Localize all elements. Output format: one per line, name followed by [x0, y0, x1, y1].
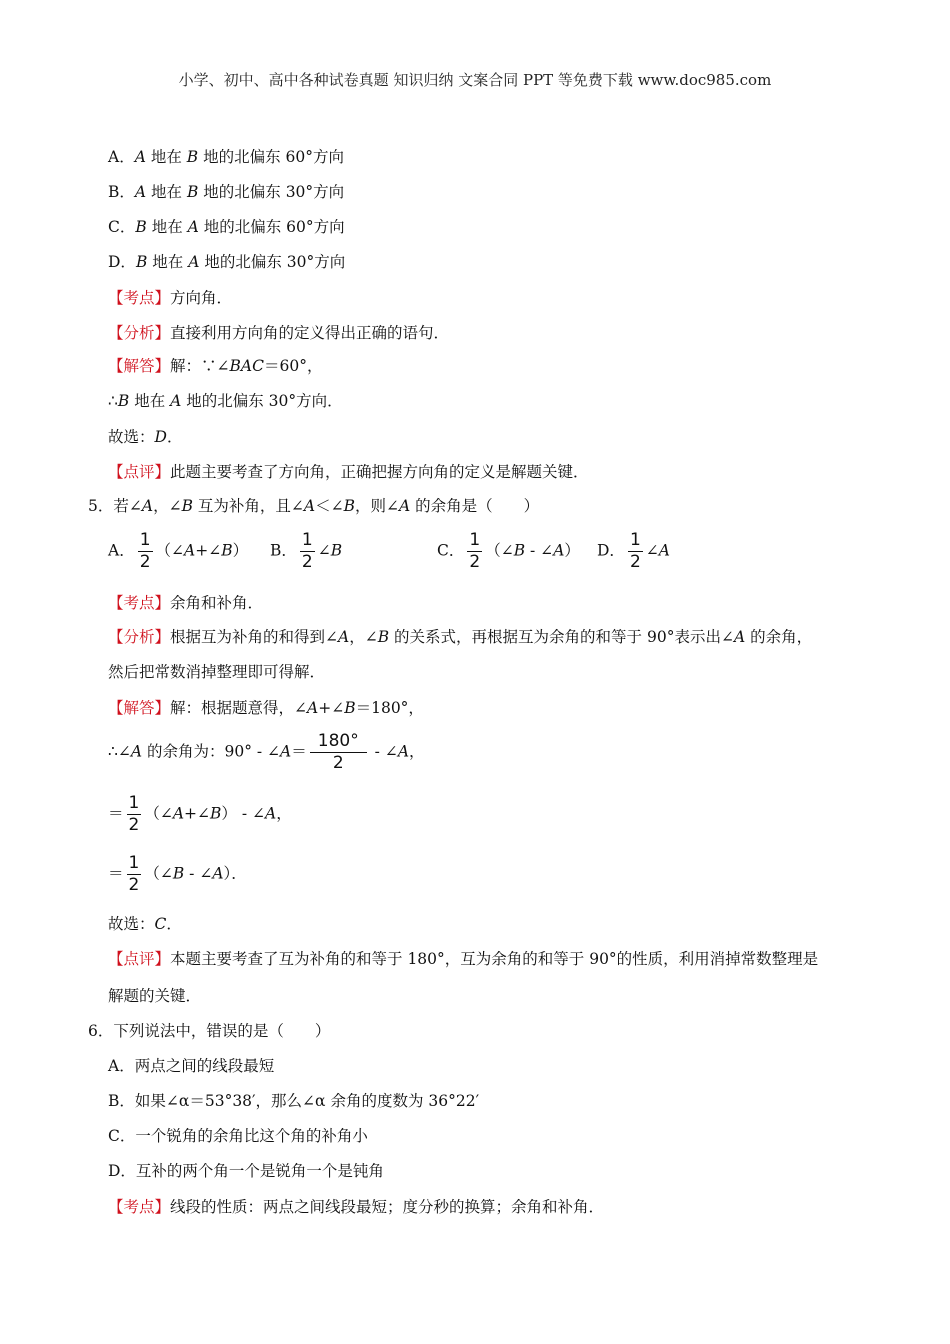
q4-option-c: C．B 地在 A 地的北偏东 60°方向	[108, 218, 345, 236]
fraction-half: $\frac{1}{2}$	[128, 793, 140, 835]
fenxi-tag: 【分析】	[108, 628, 171, 646]
q5-fenxi: 【分析】根据互为补角的和得到∠A，∠B 的关系式，再根据互为余角的和等于 90°表示出∠A 的余角，	[108, 628, 813, 646]
fenxi-tag: 【分析】	[108, 324, 171, 342]
fraction-half: $\frac{1}{2}$	[301, 530, 313, 572]
q6-kaodian: 【考点】线段的性质：两点之间线段最短；度分秒的换算；余角和补角．	[108, 1198, 605, 1216]
jieda-tag: 【解答】	[108, 357, 171, 375]
fraction-half: $\frac{1}{2}$	[629, 530, 641, 572]
q4-option-b: B．A 地在 B 地的北偏东 30°方向	[108, 183, 345, 201]
q4-jieda: 【解答】解：∵∠BAC＝60°，	[108, 357, 323, 375]
fraction-half: $\frac{1}{2}$	[469, 530, 481, 572]
q5-fenxi-cont: 然后把常数消掉整理即可得解．	[108, 663, 326, 681]
dianping-tag: 【点评】	[108, 463, 171, 481]
dianping-tag: 【点评】	[108, 950, 171, 968]
fraction-half: $\frac{1}{2}$	[139, 530, 151, 572]
q5-stem: 5．若∠A，∠B 互为补角，且∠A＜∠B，则∠A 的余角是（ ）	[88, 497, 540, 515]
q4-choice: 故选：D．	[108, 428, 183, 446]
q5-choice: 故选：C．	[108, 915, 182, 933]
q6-stem: 6．下列说法中，错误的是（ ）	[88, 1022, 331, 1040]
q5-option-b: B． $\frac{1}{2}$ ∠B	[270, 530, 343, 572]
jieda-tag: 【解答】	[108, 699, 171, 717]
kaodian-tag: 【考点】	[108, 594, 171, 612]
q5-step-2: ＝ $\frac{1}{2}$ （∠A+∠B） - ∠A，	[108, 793, 292, 835]
fraction-half: $\frac{1}{2}$	[128, 853, 140, 895]
q4-dianping: 【点评】此题主要考查了方向角，正确把握方向角的定义是解题关键．	[108, 463, 589, 481]
kaodian-tag: 【考点】	[108, 289, 171, 307]
q5-option-a: A． $\frac{1}{2}$ （∠A+∠B）	[108, 530, 249, 572]
q5-dianping-cont: 解题的关键．	[108, 987, 202, 1005]
q6-option-d: D．互补的两个角一个是锐角一个是钝角	[108, 1162, 384, 1180]
q6-option-c: C．一个锐角的余角比这个角的补角小	[108, 1127, 368, 1145]
q5-option-d: D． $\frac{1}{2}$ ∠A	[597, 530, 670, 572]
fraction-180-over-2: $\frac{180^\circ}{2}$	[310, 732, 367, 773]
q6-option-a: A．两点之间的线段最短	[108, 1057, 275, 1075]
q5-dianping: 【点评】本题主要考查了互为补角的和等于 180°，互为余角的和等于 90°的性质，利用消掉常数整理是	[108, 950, 819, 968]
kaodian-tag: 【考点】	[108, 1198, 171, 1216]
q5-step-3: ＝ $\frac{1}{2}$ （∠B - ∠A）．	[108, 853, 247, 895]
q5-option-c: C． $\frac{1}{2}$ （∠B - ∠A）	[437, 530, 580, 572]
q5-kaodian: 【考点】余角和补角．	[108, 594, 264, 612]
q4-kaodian: 【考点】方向角．	[108, 289, 233, 307]
q6-option-b: B．如果∠α＝53°38′，那么∠α 余角的度数为 36°22′	[108, 1092, 480, 1110]
page-header: 小学、初中、高中各种试卷真题 知识归纳 文案合同 PPT 等免费下载 www.doc985.com	[178, 71, 772, 89]
q4-solution-step: ∴B 地在 A 地的北偏东 30°方向．	[108, 392, 343, 410]
q4-option-d: D．B 地在 A 地的北偏东 30°方向	[108, 253, 346, 271]
q5-jieda: 【解答】解：根据题意得，∠A+∠B＝180°，	[108, 699, 424, 717]
q4-fenxi: 【分析】直接利用方向角的定义得出正确的语句．	[108, 324, 450, 342]
q4-option-a: A．A 地在 B 地的北偏东 60°方向	[108, 148, 344, 166]
q5-step-1: ∴∠A 的余角为：90° - ∠A＝ $\frac{180^\circ}{2}$ - ∠A，	[108, 731, 425, 773]
